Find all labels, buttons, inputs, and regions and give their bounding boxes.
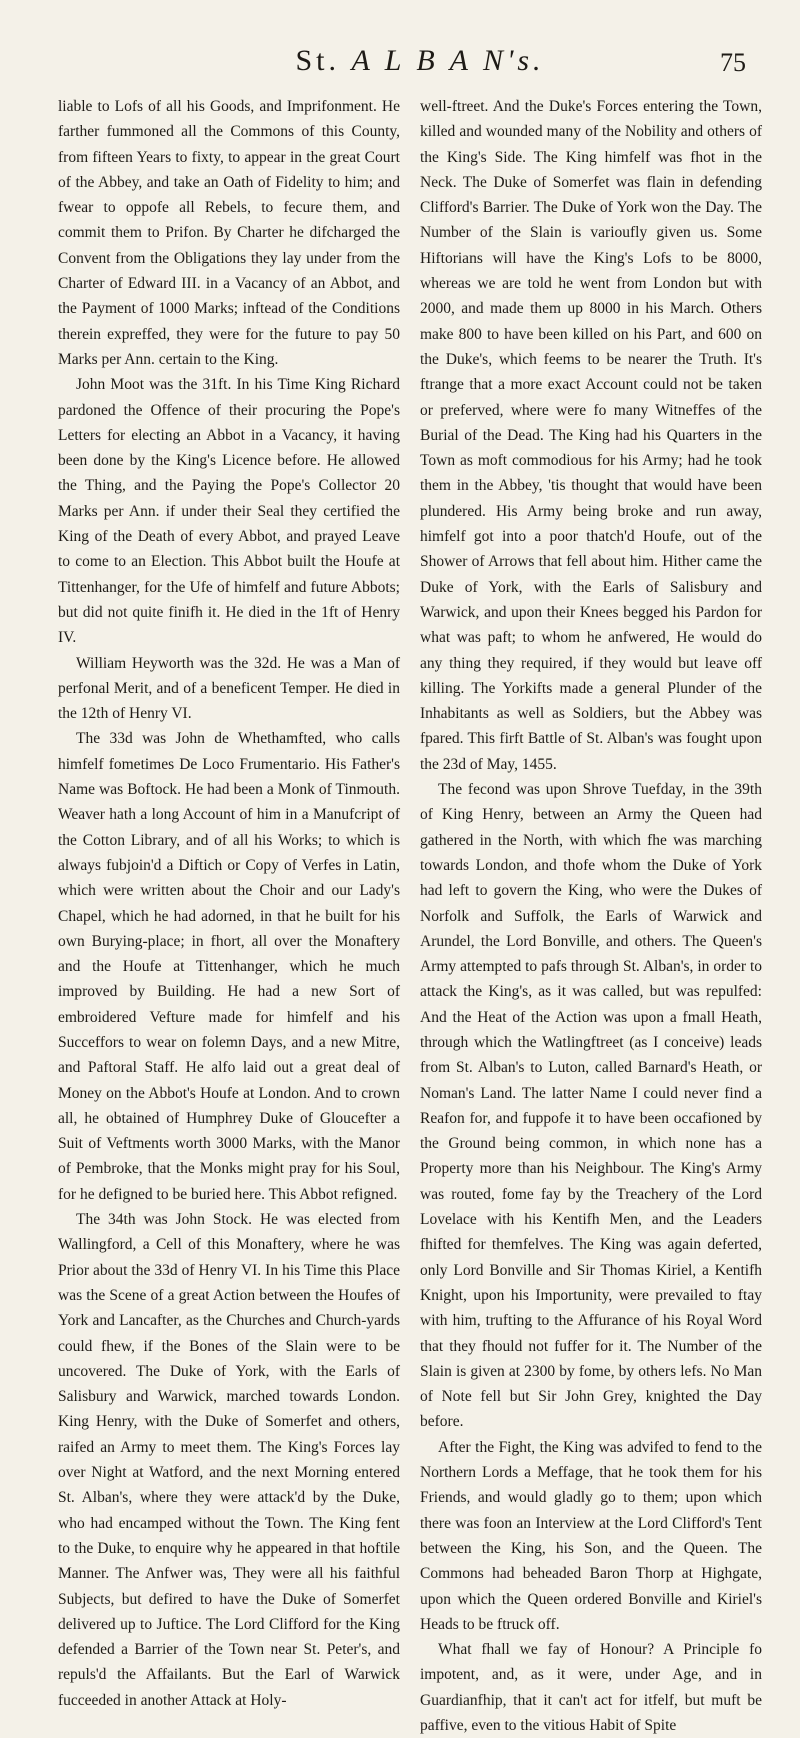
paragraph: John Moot was the 31ft. In his Time King Richard pardoned the Offence of their procuring the Pope's Letters for electing an Abbot in a Vacancy, it having been done by the King's Licence before. He allowed the Thing, and the Paying the Pope's Collector 20 Marks per Ann. if under their Seal they certified the King of the Death of every Abbot, and prayed Leave to come to an Election. This Abbot built the Houfe at Tittenhanger, for the Ufe of himfelf and future Abbots; but did not quite finifh it. He died in the 1ft of Henry IV. (58, 376, 400, 647)
right-column (420, 94, 762, 1738)
running-head-prefix: St. (295, 44, 340, 77)
page-header (0, 44, 800, 84)
paragraph: well-ftreet. And the Duke's Forces entering the Town, killed and wounded many of the Nobility and others of the King's Side. The King himfelf was fhot in the Neck. The Duke of Somerfet was flain in defending Clifford's Barrier. The Duke of York won the Day. The Number of the Slain is varioufly given us. Some Hiftorians will have the King's Lofs to be 8000, whereas we are told he went from London but with 2000, and made them up 8000 in his March. Others make 800 to have been killed on his Part, and 600 on the Duke's, which feems to be nearer the Truth. It's ftrange that a more exact Account could not be taken or preferved, where were fo many Witneffes of the Burial of the Dead. The King had his Quarters in the Town as moft commodious for his Army; had he took them in the Abbey, 'tis thought that would have been plundered. His Army being broke and run away, himfelf got into a poor thatch'd Houfe, out of the Shower of Arrows that fell about him. Hither came the Duke of York, with the Earls of Salisbury and Warwick, and upon their Knees begged his Pardon for what was paft; to whom he anfwered, He would do any thing they required, if they would but leave off killing. The Yorkifts made a general Plunder of the Inhabitants as well as Soldiers, but the Abbey was fpared. This firft Battle of St. Alban's was fought upon the 23d of May, 1455. (420, 98, 762, 773)
paragraph: William Heyworth was the 32d. He was a Man of perfonal Merit, and of a beneficent Temper. He died in the 12th of Henry VI. (58, 654, 400, 723)
page-number: 75 (720, 48, 746, 77)
paragraph: The fecond was upon Shrove Tuefday, in the 39th of King Henry, between an Army the Queen had gathered in the North, with which fhe was marching towards London, and thofe whom the Duke of York had left to govern the King, who were the Dukes of Norfolk and Suffolk, the Earls of Warwick and Arundel, the Lord Bonville, and others. The Queen's Army attempted to pafs through St. Alban's, in order to attack the King's, as it was called, but was repulfed: And the Heat of the Action was upon a fmall Heath, through which the Watlingftreet (as I conceive) leads from St. Alban's to Luton, called Barnard's Heath, or Noman's Land. The latter Name I could never find a Reafon for, and fuppofe it to have been occafioned by the Ground being common, in which none has a Property more than his Neighbour. The King's Army was routed, fome fay by the Treachery of the Lord Lovelace with his Kentifh Men, and the Leaders fhifted for themfelves. The King was again deferted, only Lord Bonville and Sir Thomas Kiriel, a Kentifh Knight, upon his Importunity, were prevailed to ftay with him, trufting to the Affurance of his Royal Word that they fhould not fuffer for it. The Number of the Slain is given at 2300 by fome, by others lefs. No Man of Note fell but Sir John Grey, knighted the Day before. (420, 781, 762, 1431)
running-head-title: A L B A N's. (351, 44, 545, 77)
paragraph: liable to Lofs of all his Goods, and Imprifonment. He farther fummoned all the Commons of this County, from fifteen Years to fixty, to appear in the great Court of the Abbey, and take an Oath of Fidelity to him; and fwear to oppofe all Rebels, to fecure them, and commit them to Prifon. By Charter he difcharged the Convent from the Obligations they lay under from the Charter of Edward III. in a Vacancy of an Abbot, and the Payment of 1000 Marks; inftead of the Conditions therein expreffed, they were for the future to pay 50 Marks per Ann. certain to the King. (58, 98, 400, 368)
left-column (58, 94, 400, 1713)
paragraph: The 34th was John Stock. He was elected from Wallingford, a Cell of this Monaftery, where he was Prior about the 33d of Henry VI. In his Time this Place was the Scene of a great Action between the Houfes of York and Lancafter, as the Churches and Church-yards could fhew, if the Bones of the Slain were to be uncovered. The Duke of York, with the Earls of Salisbury and Warwick, marched towards London. King Henry, with the Duke of Somerfet and others, raifed an Army to meet them. The King's Forces lay over Night at Watford, and the next Morning entered St. Alban's, where they were attack'd by the Duke, who had encamped without the Town. The King fent to the Duke, to enquire why he appeared in that hoftile Manner. The Anfwer was, They were all his faithful Subjects, but defired to have the Duke of Somerfet delivered up to Juftice. The Lord Clifford for the King defended a Barrier of the Town near St. Peter's, and repuls'd the Affailants. But the Earl of Warwick fucceeded in another Attack at Holy- (58, 1211, 400, 1709)
paragraph: After the Fight, the King was advifed to fend to the Northern Lords a Meffage, that he took them for his Friends, and would gladly go to them; upon which there was foon an Interview at the Lord Clifford's Tent between the King, his Son, and the Queen. The Commons had beheaded Baron Thorp at Highgate, upon which the Queen ordered Bonville and Kiriel's Heads to be ftruck off. (420, 1438, 762, 1633)
running-head (270, 44, 570, 78)
paragraph: The 33d was John de Whethamfted, who calls himfelf fometimes De Loco Frumentario. His Father's Name was Boftock. He had been a Monk of Tinmouth. Weaver hath a long Account of him in a Manufcript of the Cotton Library, and of all his Works; to which is always fubjoin'd a Diftich or Copy of Verfes in Latin, which were written about the Choir and our Lady's Chapel, which he had adorned, in that he built for his own Burying-place; in fhort, all over the Monaftery and the Houfe at Tittenhanger, which he much improved by Building. He had a new Sort of embroidered Vefture made for himfelf and his Succeffors to wear on folemn Days, and a new Mitre, and Paftoral Staff. He alfo laid out a great deal of Money on the Abbot's Houfe at London. And to crown all, he obtained of Humphrey Duke of Gloucefter a Suit of Veftments worth 3000 Marks, with the Manor of Pembroke, that the Monks might pray for his Soul, for he defigned to be buried here. This Abbot refigned. (58, 730, 400, 1203)
paragraph: What fhall we fay of Honour? A Principle fo impotent, and, as it were, under Age, and in Guardianfhip, that it can't act for itfelf, but muft be paffive, even to the vitious Habit of Spite (420, 1641, 762, 1734)
